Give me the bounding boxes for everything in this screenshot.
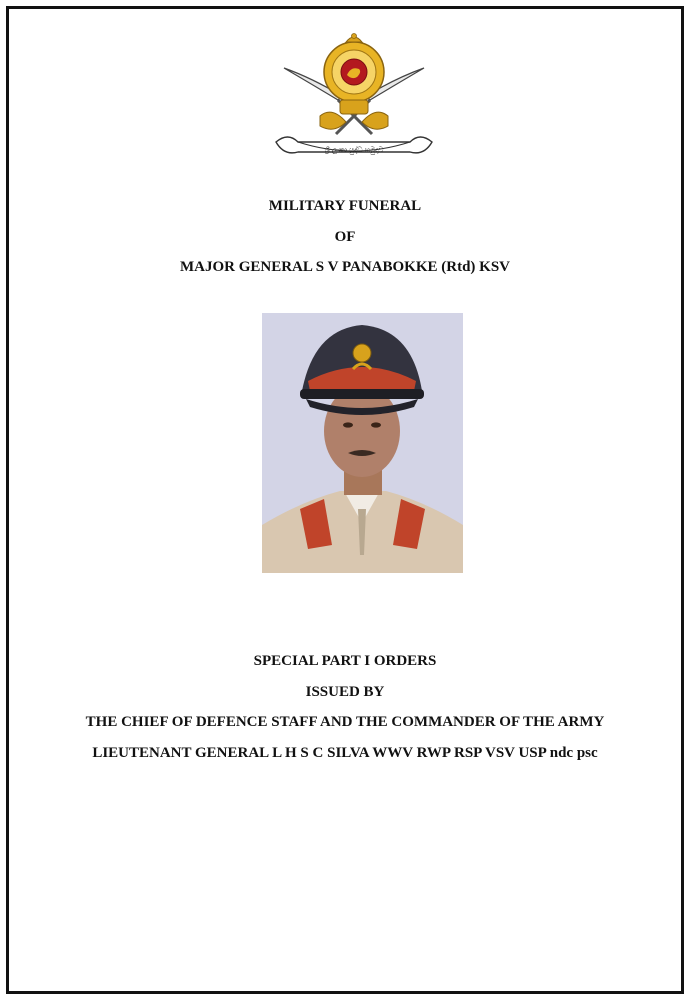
title-line-2: OF [334,229,356,245]
orders-line-1: SPECIAL PART I ORDERS [253,653,437,669]
orders-line-3: THE CHIEF OF DEFENCE STAFF AND THE COMMANDER OF THE ARMY [85,714,605,730]
portrait-photo [262,313,463,573]
crest-graphic [268,30,440,170]
portrait-graphic [262,313,463,573]
title-line-3: MAJOR GENERAL S V PANABOKKE (Rtd) KSV [179,259,511,275]
army-crest-emblem [268,30,440,170]
orders-line-4: LIEUTENANT GENERAL L H S C SILVA WWV RWP RSP VSV USP ndc psc [92,745,598,761]
orders-line-2: ISSUED BY [305,684,385,700]
title-line-1: MILITARY FUNERAL [268,198,422,214]
crest-motto: ශ්‍රී ලංකා යුද්ධ හමුදාව [324,146,384,154]
